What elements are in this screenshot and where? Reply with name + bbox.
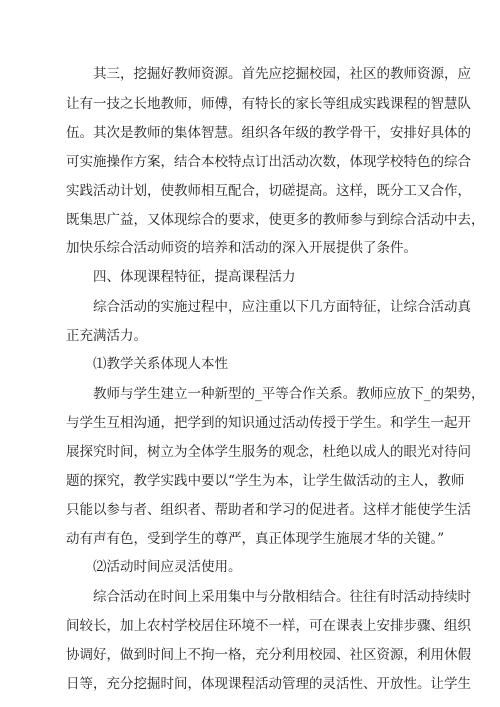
paragraph-line: 让有一技之长地教师，师傅，有特长的家长等组成实践课程的智慧队 xyxy=(66,96,471,112)
paragraph-line: 综合活动在时间上采用集中与分散相结合。往往有时活动持续时 xyxy=(93,589,471,605)
paragraph-line: 可实施操作方案，结合本校特点订出活动次数，体现学校特色的综合 xyxy=(66,154,471,170)
paragraph-line: 加快乐综合活动师资的培养和活动的深入开展提供了条件。 xyxy=(66,240,417,256)
paragraph-line: 题的探究，教学实践中要以“学生为本，让学生做活动的主人，教师 xyxy=(66,473,465,489)
paragraph-line: 综合活动的实施过程中，应注重以下几方面特征，让综合活动真 xyxy=(93,299,471,315)
paragraph-line: 与学生互相沟通，把学到的知识通过活动传授于学生。和学生一起开 xyxy=(66,415,471,431)
paragraph-line: 动有声有色，受到学生的尊严，真正体现学生施展才华的关键。” xyxy=(66,531,445,547)
subsection-heading: ⑵活动时间应灵活使用。 xyxy=(93,559,242,575)
paragraph-line: 日等，充分挖掘时间，体现课程活动管理的灵活性、开放性。让学生 xyxy=(66,676,471,692)
paragraph-line: 实践活动计划，使教师相互配合，切磋提高。这样，既分工又合作， xyxy=(66,183,471,199)
paragraph-line: 正充满活力。 xyxy=(66,328,147,344)
paragraph-line: 协调好，做到时间上不拘一格，充分利用校园、社区资源，利用休假 xyxy=(66,647,471,663)
paragraph-line: 展探究时间，树立为全体学生服务的观念，杜绝以成人的眼光对待问 xyxy=(66,444,471,460)
paragraph-line: 其三，挖掘好教师资源。首先应挖掘校园，社区的教师资源，应 xyxy=(93,66,471,82)
paragraph-line: 只能以参与者、组织者、帮助者和学习的促进者。这样才能使学生活 xyxy=(66,502,471,518)
paragraph-line: 既集思广益，又体现综合的要求，使更多的教师参与到综合活动中去， xyxy=(66,212,485,228)
subsection-heading: ⑴教学关系体现人本性 xyxy=(93,356,228,372)
paragraph-line: 伍。其次是教师的集体智慧。组织各年级的教学骨干，安排好具体的 xyxy=(66,125,471,141)
paragraph-line: 间较长，加上农村学校居住环境不一样，可在课表上安排步骤、组织 xyxy=(66,618,471,634)
paragraph-line: 教师与学生建立一种新型的_平等合作关系。教师应放下_的架势， xyxy=(93,386,485,402)
section-heading: 四、体现课程特征，提高课程活力 xyxy=(93,269,296,285)
